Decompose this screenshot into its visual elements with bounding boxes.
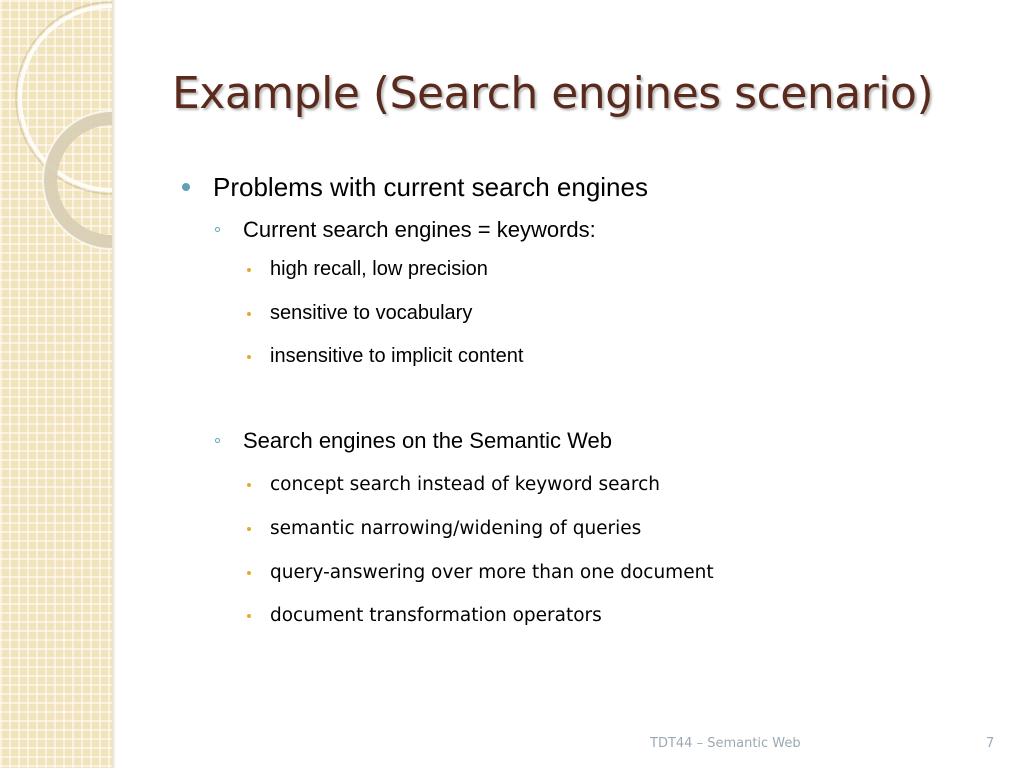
level3-bullet-icon (247, 355, 251, 359)
bullet-level3-item: high recall, low precision (270, 258, 488, 280)
bullet-level3-item: insensitive to implicit content (270, 345, 524, 367)
sidebar-edge-shadow (112, 0, 116, 768)
bullet-level3-item: query-answering over more than one document (270, 562, 714, 583)
bullet-level3-item: document transformation operators (270, 605, 602, 626)
level3-bullet-icon (247, 571, 251, 575)
bullet-level2-current-search: Current search engines = keywords: (243, 217, 596, 242)
bullet-level3-item: concept search instead of keyword search (270, 474, 660, 495)
level3-bullet-icon (247, 483, 251, 487)
decorative-sidebar (0, 0, 112, 768)
bullet-level2-semantic-web: Search engines on the Semantic Web (243, 428, 612, 453)
slide-title: Example (Search engines scenario) (172, 68, 934, 119)
level2-bullet-icon (215, 438, 220, 443)
level3-bullet-icon (247, 614, 251, 618)
bullet-level3-item: semantic narrowing/widening of queries (270, 518, 642, 539)
slide-footer: TDT44 – Semantic Web (650, 736, 801, 751)
bullet-level3-item: sensitive to vocabulary (270, 302, 473, 324)
level3-bullet-icon (247, 312, 251, 316)
decorative-rings (0, 0, 112, 280)
level2-bullet-icon (215, 227, 220, 232)
bullet-level1: Problems with current search engines (213, 172, 648, 202)
level1-bullet-icon (182, 183, 190, 191)
page-number: 7 (986, 736, 995, 751)
level3-bullet-icon (247, 268, 251, 272)
level3-bullet-icon (247, 527, 251, 531)
